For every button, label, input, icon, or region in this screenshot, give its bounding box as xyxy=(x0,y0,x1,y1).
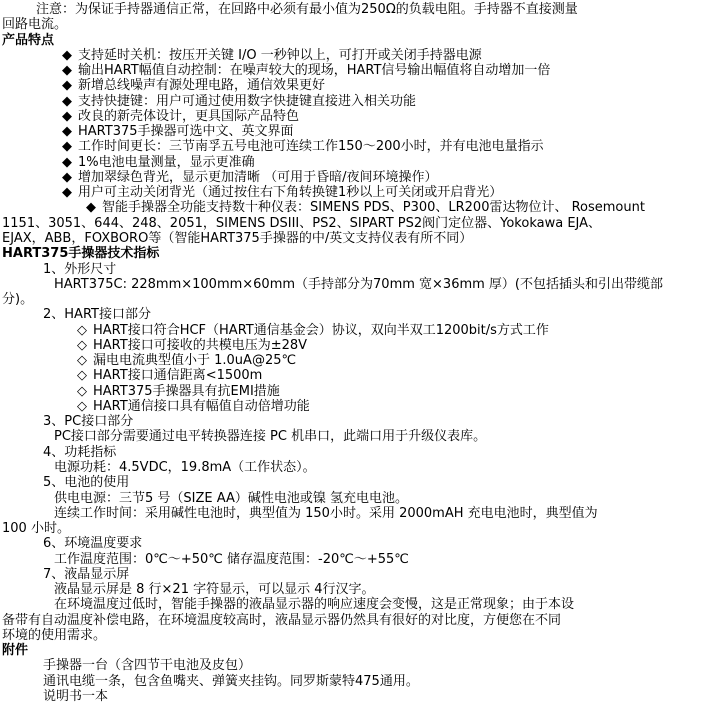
hollow-diamond-bullet-icon: ◇ xyxy=(77,368,87,384)
bullet-list-item xyxy=(0,109,719,124)
line-text: 支持快捷键：用户可通过使用数字快捷键直接进入相关功能 xyxy=(78,93,417,109)
line-text: 产品特点 xyxy=(2,32,55,48)
line-text: 支持延时关机：按压开关键 I/O 一秒钟以上，可打开或关闭手持器电源 xyxy=(78,47,482,63)
line-text: 7、液晶显示屏 xyxy=(43,566,130,582)
hollow-diamond-bullet-icon: ◇ xyxy=(77,353,87,369)
text-line xyxy=(0,231,719,246)
line-text: HART375C: 228mm×100mm×60mm（手持部分为70mm 宽×36mm 厚）(不包括插头和引出带缆部 xyxy=(54,276,664,292)
line-text: 5、电池的使用 xyxy=(43,475,130,491)
bullet-list-item xyxy=(0,170,719,185)
line-text: 100 小时。 xyxy=(2,521,70,537)
bullet-list-item xyxy=(0,185,719,200)
bullet-list-item xyxy=(0,155,719,170)
document-text-body xyxy=(0,2,719,703)
line-text: 供电电源：三节5 号（SIZE AA）碱性电池或镍 氢充电电池。 xyxy=(54,490,409,506)
line-text: 液晶显示屏是 8 行×21 字符显示，可以显示 4行汉字。 xyxy=(54,582,375,598)
bullet-list-item xyxy=(0,78,719,93)
line-text: 1、外形尺寸 xyxy=(43,261,117,277)
line-text: EJAX，ABB，FOXBORO等（智能HART375手操器的中/英文支持仪表有所不同） xyxy=(2,230,473,246)
line-text: 1151、3051、644、248、2051，SIMENS DSIII、PS2、SIPART PS2阀门定位器、Yokokawa EJA、 xyxy=(2,215,602,231)
line-text: 连续工作时间：采用碱性电池时，典型值为 150小时。采用 2000mAH 充电电池时，典型值为 xyxy=(54,505,598,521)
text-line xyxy=(0,536,719,551)
text-line xyxy=(0,307,719,322)
text-line xyxy=(0,429,719,444)
text-line xyxy=(0,506,719,521)
line-text: 漏电电流典型值小于 1.0uA@25℃ xyxy=(93,353,297,369)
text-line xyxy=(0,582,719,597)
line-text: HART接口通信距离<1500m xyxy=(93,368,263,384)
text-line xyxy=(0,597,719,612)
bullet-list-item xyxy=(0,139,719,154)
hollow-diamond-bullet-icon: ◇ xyxy=(77,322,87,338)
line-text: HART通信接口具有幅值自动倍增功能 xyxy=(93,398,310,414)
filled-diamond-bullet-icon: ◆ xyxy=(62,47,72,63)
filled-diamond-bullet-icon: ◆ xyxy=(62,78,72,94)
text-line xyxy=(0,613,719,628)
filled-diamond-bullet-icon: ◆ xyxy=(62,169,72,185)
section-heading xyxy=(0,246,719,261)
bullet-list-item xyxy=(0,124,719,139)
line-text: HART375手操器技术指标 xyxy=(2,246,160,262)
bullet-list-item xyxy=(0,338,719,353)
line-text: 输出HART幅值自动控制：在噪声较大的现场，HART信号输出幅值将自动增加一倍 xyxy=(78,63,551,79)
line-text: HART接口可接收的共模电压为±28V xyxy=(93,337,308,353)
bullet-list-item xyxy=(0,399,719,414)
filled-diamond-bullet-icon: ◆ xyxy=(86,200,96,216)
line-text: HART接口符合HCF（HART通信基金会）协议，双向半双工1200bit/s方式工作 xyxy=(93,322,549,338)
bullet-list-item xyxy=(0,368,719,383)
line-text: 新增总线噪声有源处理电路，通信效果更好 xyxy=(78,78,326,94)
line-text: 智能手操器全功能支持数十种仪表：SIMENS PDS、P300、LR200雷达物位计、 Rosemount xyxy=(102,200,645,216)
bullet-list-item xyxy=(0,323,719,338)
line-text: 电源功耗：4.5VDC，19.8mA（工作状态）。 xyxy=(54,459,316,475)
hollow-diamond-bullet-icon: ◇ xyxy=(77,383,87,399)
text-line xyxy=(0,658,719,673)
text-line xyxy=(0,2,719,17)
text-line xyxy=(0,17,719,32)
line-text: 环境的使用需求。 xyxy=(2,627,107,643)
text-line xyxy=(0,277,719,292)
hollow-diamond-bullet-icon: ◇ xyxy=(77,337,87,353)
text-line xyxy=(0,567,719,582)
hollow-diamond-bullet-icon: ◇ xyxy=(77,398,87,414)
line-text: 用户可主动关闭背光（通过按住右下角转换键1秒以上可关闭或开启背光） xyxy=(78,185,503,201)
section-heading xyxy=(0,33,719,48)
bullet-list-item xyxy=(0,200,719,215)
line-text: 6、环境温度要求 xyxy=(43,536,143,552)
line-text: HART375手操器具有抗EMI措施 xyxy=(93,383,280,399)
line-text: 3、PC接口部分 xyxy=(43,414,134,430)
text-line xyxy=(0,628,719,643)
text-line xyxy=(0,674,719,689)
line-text: 1%电池电量测量，显示更准确 xyxy=(78,154,255,170)
filled-diamond-bullet-icon: ◆ xyxy=(62,93,72,109)
text-line xyxy=(0,491,719,506)
filled-diamond-bullet-icon: ◆ xyxy=(62,108,72,124)
filled-diamond-bullet-icon: ◆ xyxy=(62,139,72,155)
line-text: 增加翠绿色背光，显示更加清晰 （可用于昏暗/夜间环境操作） xyxy=(78,169,438,185)
line-text: 工作时间更长：三节南孚五号电池可连续工作150～200小时，并有电池电量指示 xyxy=(78,139,544,155)
filled-diamond-bullet-icon: ◆ xyxy=(62,124,72,140)
line-text: 说明书一本 xyxy=(43,688,109,703)
line-text: 附件 xyxy=(2,643,29,659)
line-text: 通讯电缆一条，包含鱼嘴夹、弹簧夹挂钩。同罗斯蒙特475通用。 xyxy=(43,673,419,689)
filled-diamond-bullet-icon: ◆ xyxy=(62,154,72,170)
line-text: 在环境温度过低时，智能手操器的液晶显示器的响应速度会变慢，这是正常现象；由于本设 xyxy=(54,597,575,613)
text-line xyxy=(0,689,719,703)
section-heading xyxy=(0,643,719,658)
text-line xyxy=(0,216,719,231)
line-text: 注意：为保证手持器通信正常，在回路中必须有最小值为250Ω的负载电阻。手持器不直接测量 xyxy=(36,2,578,17)
filled-diamond-bullet-icon: ◆ xyxy=(62,185,72,201)
line-text: 改良的新壳体设计，更具国际产品特色 xyxy=(78,108,300,124)
line-text: 回路电流。 xyxy=(2,17,68,33)
text-line xyxy=(0,414,719,429)
bullet-list-item xyxy=(0,63,719,78)
line-text: 2、HART接口部分 xyxy=(43,307,151,323)
text-line xyxy=(0,475,719,490)
text-line xyxy=(0,460,719,475)
line-text: 备带有自动温度补偿电路，在环境温度较高时，液晶显示器仍然具有很好的对比度，方便您在不同 xyxy=(2,612,562,628)
filled-diamond-bullet-icon: ◆ xyxy=(62,63,72,79)
text-line xyxy=(0,552,719,567)
text-line xyxy=(0,521,719,536)
line-text: 分)。 xyxy=(2,292,34,308)
line-text: 工作温度范围：0℃～+50℃ 储存温度范围：-20℃～+55℃ xyxy=(54,551,409,567)
line-text: 手操器一台（含四节干电池及皮包） xyxy=(43,658,252,674)
text-line xyxy=(0,445,719,460)
line-text: HART375手操器可选中文、英文界面 xyxy=(78,124,294,140)
bullet-list-item xyxy=(0,353,719,368)
text-line xyxy=(0,262,719,277)
text-line xyxy=(0,292,719,307)
bullet-list-item xyxy=(0,384,719,399)
line-text: PC接口部分需要通过电平转换器连接 PC 机串口，此端口用于升级仪表库。 xyxy=(54,429,487,445)
line-text: 4、功耗指标 xyxy=(43,444,117,460)
bullet-list-item xyxy=(0,94,719,109)
bullet-list-item xyxy=(0,48,719,63)
